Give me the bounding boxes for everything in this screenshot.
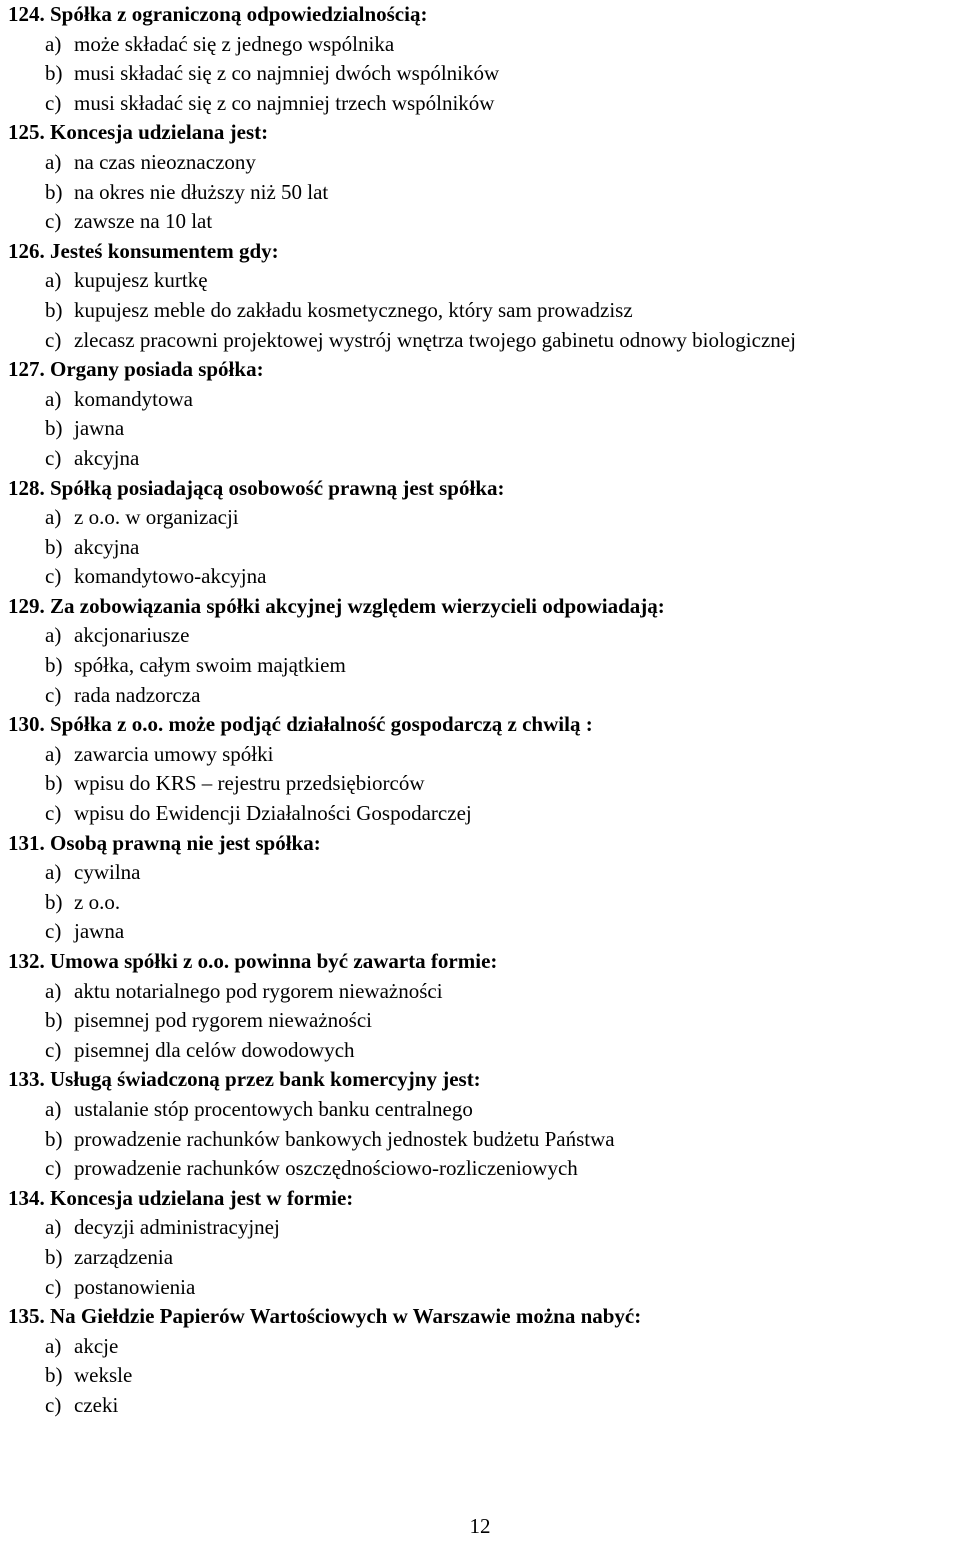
option-letter: c): [45, 919, 62, 944]
option-letter: c): [45, 445, 62, 470]
option-letter: a): [45, 386, 62, 411]
option-letter: b): [45, 534, 63, 559]
question-number: 135.: [8, 1304, 45, 1329]
option-text: akcyjna: [74, 445, 140, 470]
option-letter: a): [45, 1333, 62, 1358]
question-title: [8, 592, 960, 622]
question-number: 134.: [8, 1185, 45, 1210]
answer-option: [8, 326, 960, 356]
option-letter: a): [45, 1215, 62, 1240]
option-text: jawna: [74, 919, 125, 944]
option-text: na czas nieoznaczony: [74, 149, 256, 174]
answer-option: [8, 858, 960, 888]
option-text: zarządzenia: [74, 1244, 174, 1269]
option-text: pisemnej dla celów dowodowych: [74, 1037, 355, 1062]
answer-option: [8, 1154, 960, 1184]
option-text: postanowienia: [74, 1274, 196, 1299]
question-text: Na Giełdzie Papierów Wartościowych w Warszawie można nabyć:: [50, 1304, 642, 1329]
question-text: Koncesja udzielana jest:: [50, 120, 269, 145]
option-letter: a): [45, 860, 62, 885]
question-list: [8, 0, 960, 1421]
question-126: [8, 237, 960, 355]
question-text: Spółką posiadającą osobowość prawną jest spółka:: [50, 475, 505, 500]
option-letter: a): [45, 741, 62, 766]
answer-option: [8, 1095, 960, 1125]
question-text: Organy posiada spółka:: [50, 357, 264, 382]
question-number: 131.: [8, 830, 45, 855]
question-title: [8, 1184, 960, 1214]
question-number: 129.: [8, 593, 45, 618]
option-text: z o.o. w organizacji: [74, 505, 239, 530]
question-number: 133.: [8, 1067, 45, 1092]
answer-option: [8, 266, 960, 296]
option-text: komandytowo-akcyjna: [74, 564, 267, 589]
option-letter: a): [45, 268, 62, 293]
answer-option: [8, 799, 960, 829]
option-letter: c): [45, 209, 62, 234]
option-text: rada nadzorcza: [74, 682, 201, 707]
answer-option: [8, 89, 960, 119]
option-letter: b): [45, 1363, 63, 1388]
answer-option: [8, 1273, 960, 1303]
question-title: [8, 0, 960, 30]
answer-option: [8, 1361, 960, 1391]
option-letter: a): [45, 1096, 62, 1121]
question-133: [8, 1065, 960, 1183]
option-letter: c): [45, 801, 62, 826]
question-title: [8, 829, 960, 859]
question-title: [8, 710, 960, 740]
option-letter: c): [45, 1392, 62, 1417]
answer-option: [8, 888, 960, 918]
option-text: akcyjna: [74, 534, 140, 559]
answer-option: [8, 769, 960, 799]
question-text: Za zobowiązania spółki akcyjnej względem wierzycieli odpowiadają:: [50, 593, 665, 618]
option-letter: c): [45, 1274, 62, 1299]
question-number: 130.: [8, 712, 45, 737]
option-text: zawarcia umowy spółki: [74, 741, 274, 766]
answer-option: [8, 444, 960, 474]
option-letter: c): [45, 1037, 62, 1062]
option-letter: c): [45, 1156, 62, 1181]
question-135: [8, 1302, 960, 1420]
option-letter: a): [45, 505, 62, 530]
option-text: pisemnej pod rygorem nieważności: [74, 1008, 372, 1033]
option-text: jawna: [74, 416, 125, 441]
question-text: Umowa spółki z o.o. powinna być zawarta formie:: [50, 949, 498, 973]
option-text: akcje: [74, 1333, 119, 1358]
answer-option: [8, 503, 960, 533]
question-130: [8, 710, 960, 828]
option-letter: b): [45, 297, 63, 322]
answer-option: [8, 178, 960, 208]
question-text: Usługą świadczoną przez bank komercyjny jest:: [50, 1067, 481, 1092]
answer-option: [8, 533, 960, 563]
answer-option: [8, 562, 960, 592]
question-title: [8, 474, 960, 504]
answer-option: [8, 414, 960, 444]
option-text: aktu notarialnego pod rygorem nieważności: [74, 978, 443, 1003]
option-text: zlecasz pracowni projektowej wystrój wnętrza twojego gabinetu odnowy biologicznej: [74, 327, 796, 352]
question-title: [8, 1302, 960, 1332]
question-number: 127.: [8, 357, 45, 382]
option-text: wpisu do KRS – rejestru przedsiębiorców: [74, 771, 425, 796]
answer-option: [8, 681, 960, 711]
question-127: [8, 355, 960, 473]
answer-option: [8, 1006, 960, 1036]
option-text: kupujesz meble do zakładu kosmetycznego, który sam prowadzisz: [74, 297, 633, 322]
answer-option: [8, 30, 960, 60]
page-number: 12: [469, 1514, 491, 1538]
option-text: akcjonariusze: [74, 623, 190, 648]
option-text: komandytowa: [74, 386, 193, 411]
option-text: spółka, całym swoim majątkiem: [74, 653, 346, 678]
answer-option: [8, 59, 960, 89]
question-title: [8, 947, 960, 977]
option-letter: b): [45, 1008, 63, 1033]
option-letter: a): [45, 623, 62, 648]
question-text: Spółka z o.o. może podjąć działalność gospodarczą z chwilą :: [50, 712, 593, 737]
question-number: 126.: [8, 238, 45, 263]
answer-option: [8, 296, 960, 326]
answer-option: [8, 977, 960, 1007]
option-text: zawsze na 10 lat: [74, 209, 213, 234]
option-letter: b): [45, 416, 63, 441]
option-text: musi składać się z co najmniej trzech wspólników: [74, 90, 495, 115]
question-129: [8, 592, 960, 710]
option-text: musi składać się z co najmniej dwóch wspólników: [74, 61, 500, 86]
answer-option: [8, 1332, 960, 1362]
question-text: Koncesja udzielana jest w formie:: [50, 1185, 354, 1210]
option-letter: c): [45, 564, 62, 589]
option-letter: b): [45, 653, 63, 678]
question-title: [8, 237, 960, 267]
question-132: [8, 947, 960, 1065]
option-text: cywilna: [74, 860, 141, 885]
question-124: [8, 0, 960, 118]
question-131: [8, 829, 960, 947]
answer-option: [8, 1243, 960, 1273]
option-text: weksle: [74, 1363, 133, 1388]
option-text: może składać się z jednego wspólnika: [74, 31, 395, 56]
question-number: 125.: [8, 120, 45, 145]
answer-option: [8, 148, 960, 178]
option-letter: a): [45, 149, 62, 174]
question-text: Jesteś konsumentem gdy:: [50, 238, 279, 263]
option-letter: b): [45, 889, 63, 914]
option-text: ustalanie stóp procentowych banku centralnego: [74, 1096, 473, 1121]
option-letter: b): [45, 771, 63, 796]
answer-option: [8, 385, 960, 415]
answer-option: [8, 651, 960, 681]
option-text: prowadzenie rachunków oszczędnościowo-rozliczeniowych: [74, 1156, 578, 1181]
question-text: Osobą prawną nie jest spółka:: [50, 830, 321, 855]
option-letter: b): [45, 1126, 63, 1151]
answer-option: [8, 1036, 960, 1066]
option-letter: b): [45, 1244, 63, 1269]
answer-option: [8, 1391, 960, 1421]
option-letter: a): [45, 31, 62, 56]
option-text: czeki: [74, 1392, 119, 1417]
answer-option: [8, 207, 960, 237]
answer-option: [8, 1125, 960, 1155]
option-text: prowadzenie rachunków bankowych jednostek budżetu Państwa: [74, 1126, 615, 1151]
question-title: [8, 118, 960, 148]
option-letter: c): [45, 682, 62, 707]
answer-option: [8, 740, 960, 770]
question-number: 128.: [8, 475, 45, 500]
question-134: [8, 1184, 960, 1302]
answer-option: [8, 917, 960, 947]
question-number: 124.: [8, 2, 45, 26]
option-text: wpisu do Ewidencji Działalności Gospodarczej: [74, 801, 472, 826]
option-text: na okres nie dłuższy niż 50 lat: [74, 179, 329, 204]
option-text: kupujesz kurtkę: [74, 268, 208, 293]
option-text: decyzji administracyjnej: [74, 1215, 280, 1240]
question-number: 132.: [8, 949, 45, 973]
question-text: Spółka z ograniczoną odpowiedzialnością:: [50, 2, 428, 26]
option-letter: a): [45, 978, 62, 1003]
option-letter: c): [45, 90, 62, 115]
question-125: [8, 118, 960, 236]
option-letter: b): [45, 61, 63, 86]
question-128: [8, 474, 960, 592]
answer-option: [8, 1213, 960, 1243]
answer-option: [8, 621, 960, 651]
option-letter: b): [45, 179, 63, 204]
option-letter: c): [45, 327, 62, 352]
question-title: [8, 355, 960, 385]
option-text: z o.o.: [74, 889, 121, 914]
question-title: [8, 1065, 960, 1095]
